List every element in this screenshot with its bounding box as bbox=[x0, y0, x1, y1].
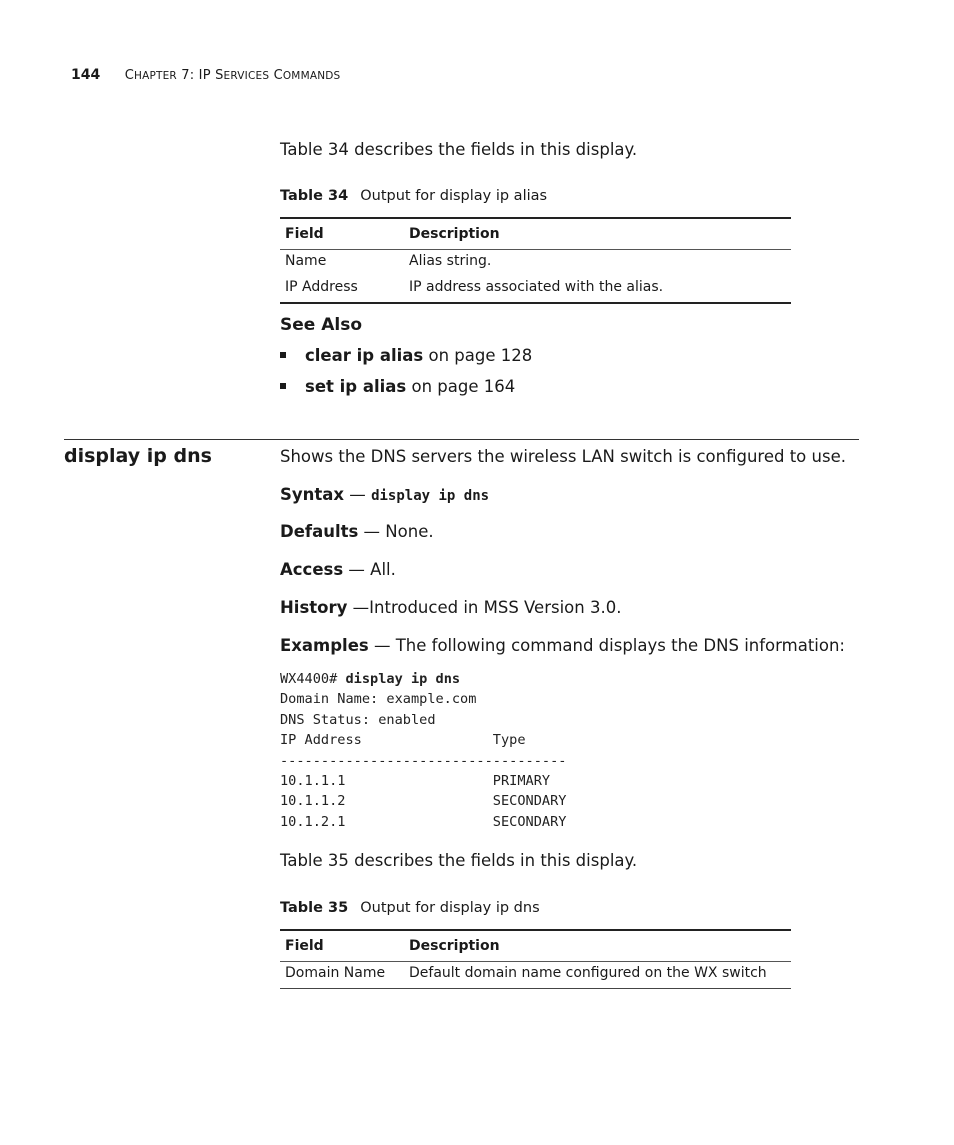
chapter-title: CHAPTER 7: IP SERVICES COMMANDS bbox=[124, 68, 341, 83]
code-line: Domain Name: example.com bbox=[280, 691, 477, 708]
table35 bbox=[280, 929, 791, 989]
see-also-item: set ip alias on page 164 bbox=[280, 377, 515, 396]
table34-cell: Alias string. bbox=[409, 253, 492, 269]
code-line: 10.1.1.2 SECONDARY bbox=[280, 793, 567, 810]
table34-caption: Table 34 Output for display ip alias bbox=[280, 188, 548, 204]
section-title: display ip dns bbox=[64, 445, 212, 467]
code-line: ----------------------------------- bbox=[280, 752, 567, 769]
table-row bbox=[280, 276, 791, 303]
code-prompt: WX4400# bbox=[280, 671, 346, 687]
table34-cell: IP Address bbox=[285, 279, 358, 295]
table34-cell: IP address associated with the alias. bbox=[409, 279, 664, 295]
page-number: 144 bbox=[71, 67, 101, 83]
code-line: DNS Status: enabled bbox=[280, 711, 436, 728]
section-divider bbox=[64, 439, 859, 440]
table34-header-description: Description bbox=[404, 218, 791, 250]
table34-header-field: Field bbox=[280, 218, 404, 250]
table35-cell: Domain Name bbox=[285, 965, 386, 981]
table34 bbox=[280, 217, 791, 304]
examples-line: Examples — The following command displays the DNS information: bbox=[280, 636, 845, 655]
syntax-line: Syntax — display ip dns bbox=[280, 485, 490, 504]
history-line: History —Introduced in MSS Version 3.0. bbox=[280, 598, 622, 617]
table35-header-description: Description bbox=[404, 930, 791, 962]
table35-caption: Table 35 Output for display ip dns bbox=[280, 900, 540, 916]
code-line: 10.1.1.1 PRIMARY bbox=[280, 773, 551, 790]
syntax-code: display ip dns bbox=[371, 488, 490, 504]
table35-cell: Default domain name configured on the WX switch bbox=[409, 965, 767, 981]
table-row bbox=[280, 962, 791, 989]
bullet-icon bbox=[280, 383, 286, 389]
table35-intro: Table 35 describes the fields in this display. bbox=[280, 851, 638, 870]
bullet-icon bbox=[280, 352, 286, 358]
table35-header-field: Field bbox=[280, 930, 404, 962]
code-command: display ip dns bbox=[345, 671, 461, 687]
see-also-link[interactable]: clear ip alias bbox=[305, 346, 424, 365]
access-line: Access — All. bbox=[280, 560, 396, 579]
see-also-link[interactable]: set ip alias bbox=[305, 377, 407, 396]
table-row bbox=[280, 250, 791, 277]
code-example bbox=[280, 669, 566, 832]
code-line: IP Address Type bbox=[280, 732, 526, 749]
see-also-item: clear ip alias on page 128 bbox=[280, 346, 532, 365]
running-header bbox=[71, 67, 340, 83]
section-description: Shows the DNS servers the wireless LAN switch is configured to use. bbox=[280, 447, 846, 466]
defaults-line: Defaults — None. bbox=[280, 522, 434, 541]
table34-intro: Table 34 describes the fields in this display. bbox=[280, 140, 638, 159]
code-line: 10.1.2.1 SECONDARY bbox=[280, 813, 567, 830]
see-also-heading: See Also bbox=[280, 315, 363, 335]
table34-cell: Name bbox=[285, 253, 327, 269]
